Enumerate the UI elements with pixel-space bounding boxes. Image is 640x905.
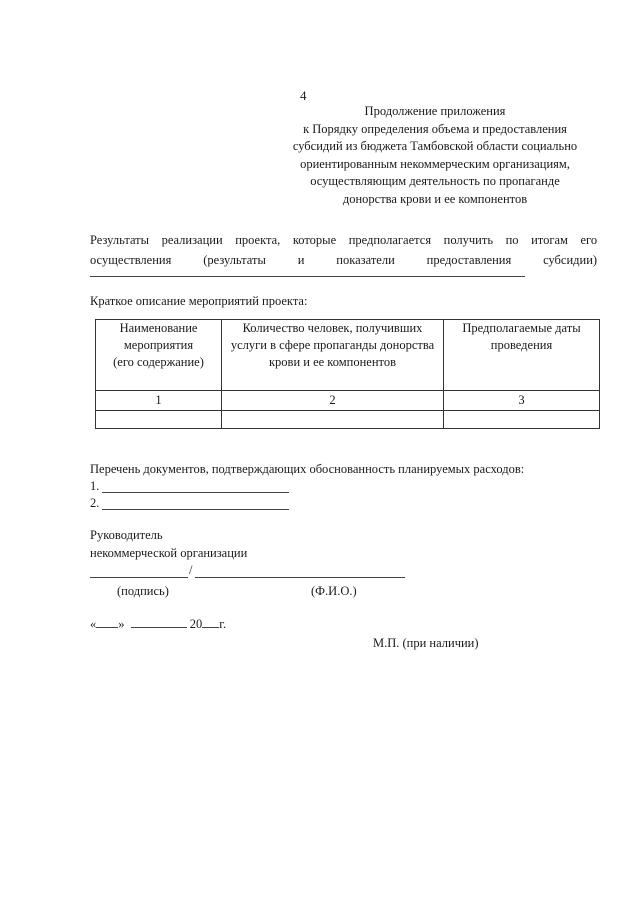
signature-slash: / [189,563,193,577]
header-text: (его содержание) [113,355,204,369]
results-fill-line[interactable] [90,276,525,277]
table-cell[interactable] [222,411,444,429]
table-row[interactable] [96,411,600,429]
brief-description-label: Краткое описание мероприятий проекта: [90,294,308,308]
word: (результаты [203,253,266,267]
column-header-event-name [96,320,222,391]
word: предполагается [348,233,432,247]
appendix-header [282,103,588,208]
word: Результаты [90,233,150,247]
header-line: Продолжение приложения [364,104,506,118]
year-suffix: г. [219,617,227,631]
header-line: субсидий из бюджета Тамбовской области социально [292,139,578,153]
document-item-2-number: 2. [90,496,100,510]
header-line: к Порядку определения объема и предоставления [303,121,567,136]
full-name-caption: (Ф.И.О.) [311,584,357,598]
header-text: мероприятия [123,338,194,352]
column-header-people-count [222,320,444,391]
year-prefix: 20 [189,617,203,631]
column-number: 2 [222,391,444,411]
page-number: 4 [300,88,307,103]
month-blank[interactable] [131,616,187,628]
table-cell[interactable] [96,411,222,429]
document-item-2-line[interactable] [102,509,289,510]
year-blank[interactable] [202,616,219,628]
word: которые [292,233,337,247]
word: субсидии) [543,253,598,267]
documents-label: Перечень документов, подтверждающих обоснованность планируемых расходов: [90,462,525,476]
column-header-dates [444,320,600,391]
word: проекта, [235,233,281,247]
signature-caption: (подпись) [117,584,169,598]
word: предоставления [426,253,512,267]
results-line-1 [90,230,597,250]
column-number: 3 [444,391,600,411]
events-table [95,319,600,429]
word: осуществления [90,253,172,267]
header-text: услуги в сфере пропаганды донорства [230,338,435,352]
full-name-line[interactable] [195,577,405,578]
word: его [580,233,598,247]
word: и [297,253,305,267]
date-open-quote: « [90,617,97,631]
word: показатели [336,253,395,267]
header-line: ориентированным некоммерческим организациям, [300,156,570,171]
table-cell[interactable] [444,411,600,429]
word: по [505,233,519,247]
results-line-2 [90,250,597,270]
header-text: Количество человек, получивших [242,321,423,335]
header-text: Предполагаемые даты [462,321,581,335]
table-header-row [96,320,600,391]
signature-line[interactable] [90,577,188,578]
header-text: проведения [490,338,553,352]
head-title-line-2: некоммерческой организации [90,546,248,560]
header-text: крови и ее компонентов [268,355,396,369]
word: получить [443,233,494,247]
date-line [90,616,226,632]
day-blank[interactable] [96,616,118,628]
header-line: осуществляющим деятельность по пропаганде [310,174,560,188]
table-number-row [96,391,600,411]
stamp-placeholder: М.П. (при наличии) [373,636,479,650]
word: реализации [161,233,223,247]
header-text: Наименование [119,321,198,335]
word: итогам [531,233,568,247]
date-close-quote: » [118,617,125,631]
header-line: донорства крови и ее компонентов [342,191,528,206]
document-item-1-line[interactable] [102,492,289,493]
head-title-line-1: Руководитель [90,528,163,542]
document-item-1-number: 1. [90,479,100,493]
column-number: 1 [96,391,222,411]
project-results-paragraph [90,230,597,270]
